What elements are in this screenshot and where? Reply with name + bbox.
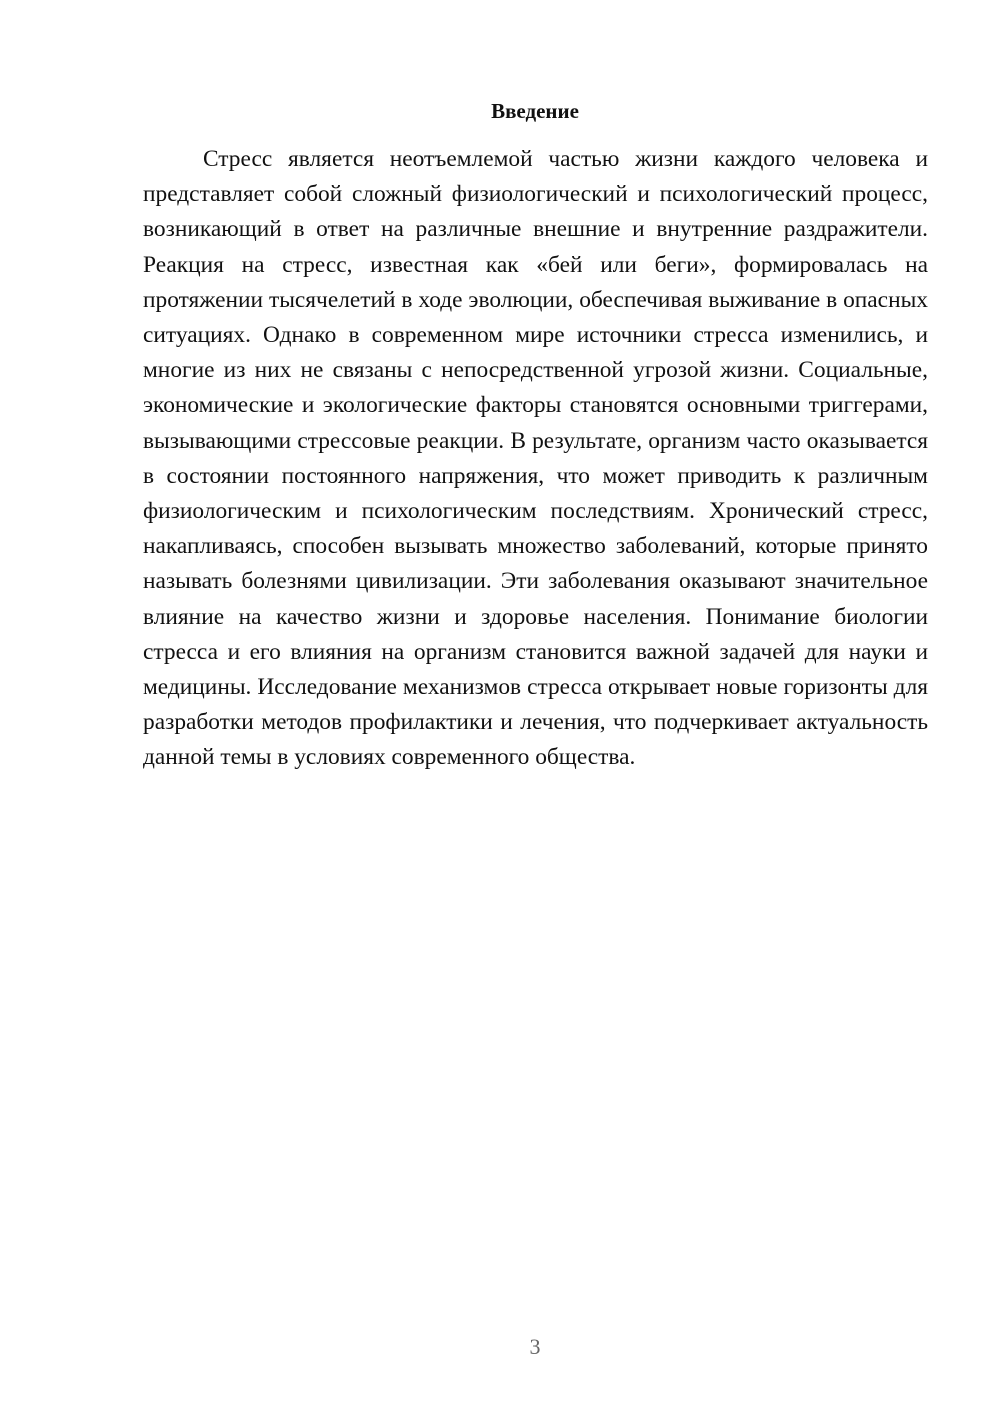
page-number: 3 xyxy=(529,1334,541,1359)
intro-paragraph: Стресс является неотъемлемой частью жизни каждого человека и представляет собой сложный физиологический и психологический процесс, возникающий в ответ на различные внешние и внутренние раздражители. Реакция на стресс, известная как «бей или беги», формировалась на протяжении тысячелетий в ходе эволюции, обеспечивая выживание в опасных ситуациях. Однако в современном мире источники стресса изменились, и многие из них не связаны с непосредственной угрозой жизни. Социальные, экономические и экологические факторы становятся основными триггерами, вызывающими стрессовые реакции. В результате, организм часто оказывается в состоянии постоянного напряжения, что может приводить к различным физиологическим и психологическим последствиям. Хронический стресс, накапливаясь, способен вызывать множество заболеваний, которые принято называть болезнями цивилизации. Эти заболевания оказывают значительное влияние на качество жизни и здоровье населения. Понимание биологии стресса и его влияния на организм становится важной задачей для науки и медицины. Исследование механизмов стресса открывает новые горизонты для разработки методов профилактики и лечения, что подчеркивает актуальность данной темы в условиях современного общества. xyxy=(143,146,928,771)
section-heading: Введение xyxy=(491,99,579,123)
